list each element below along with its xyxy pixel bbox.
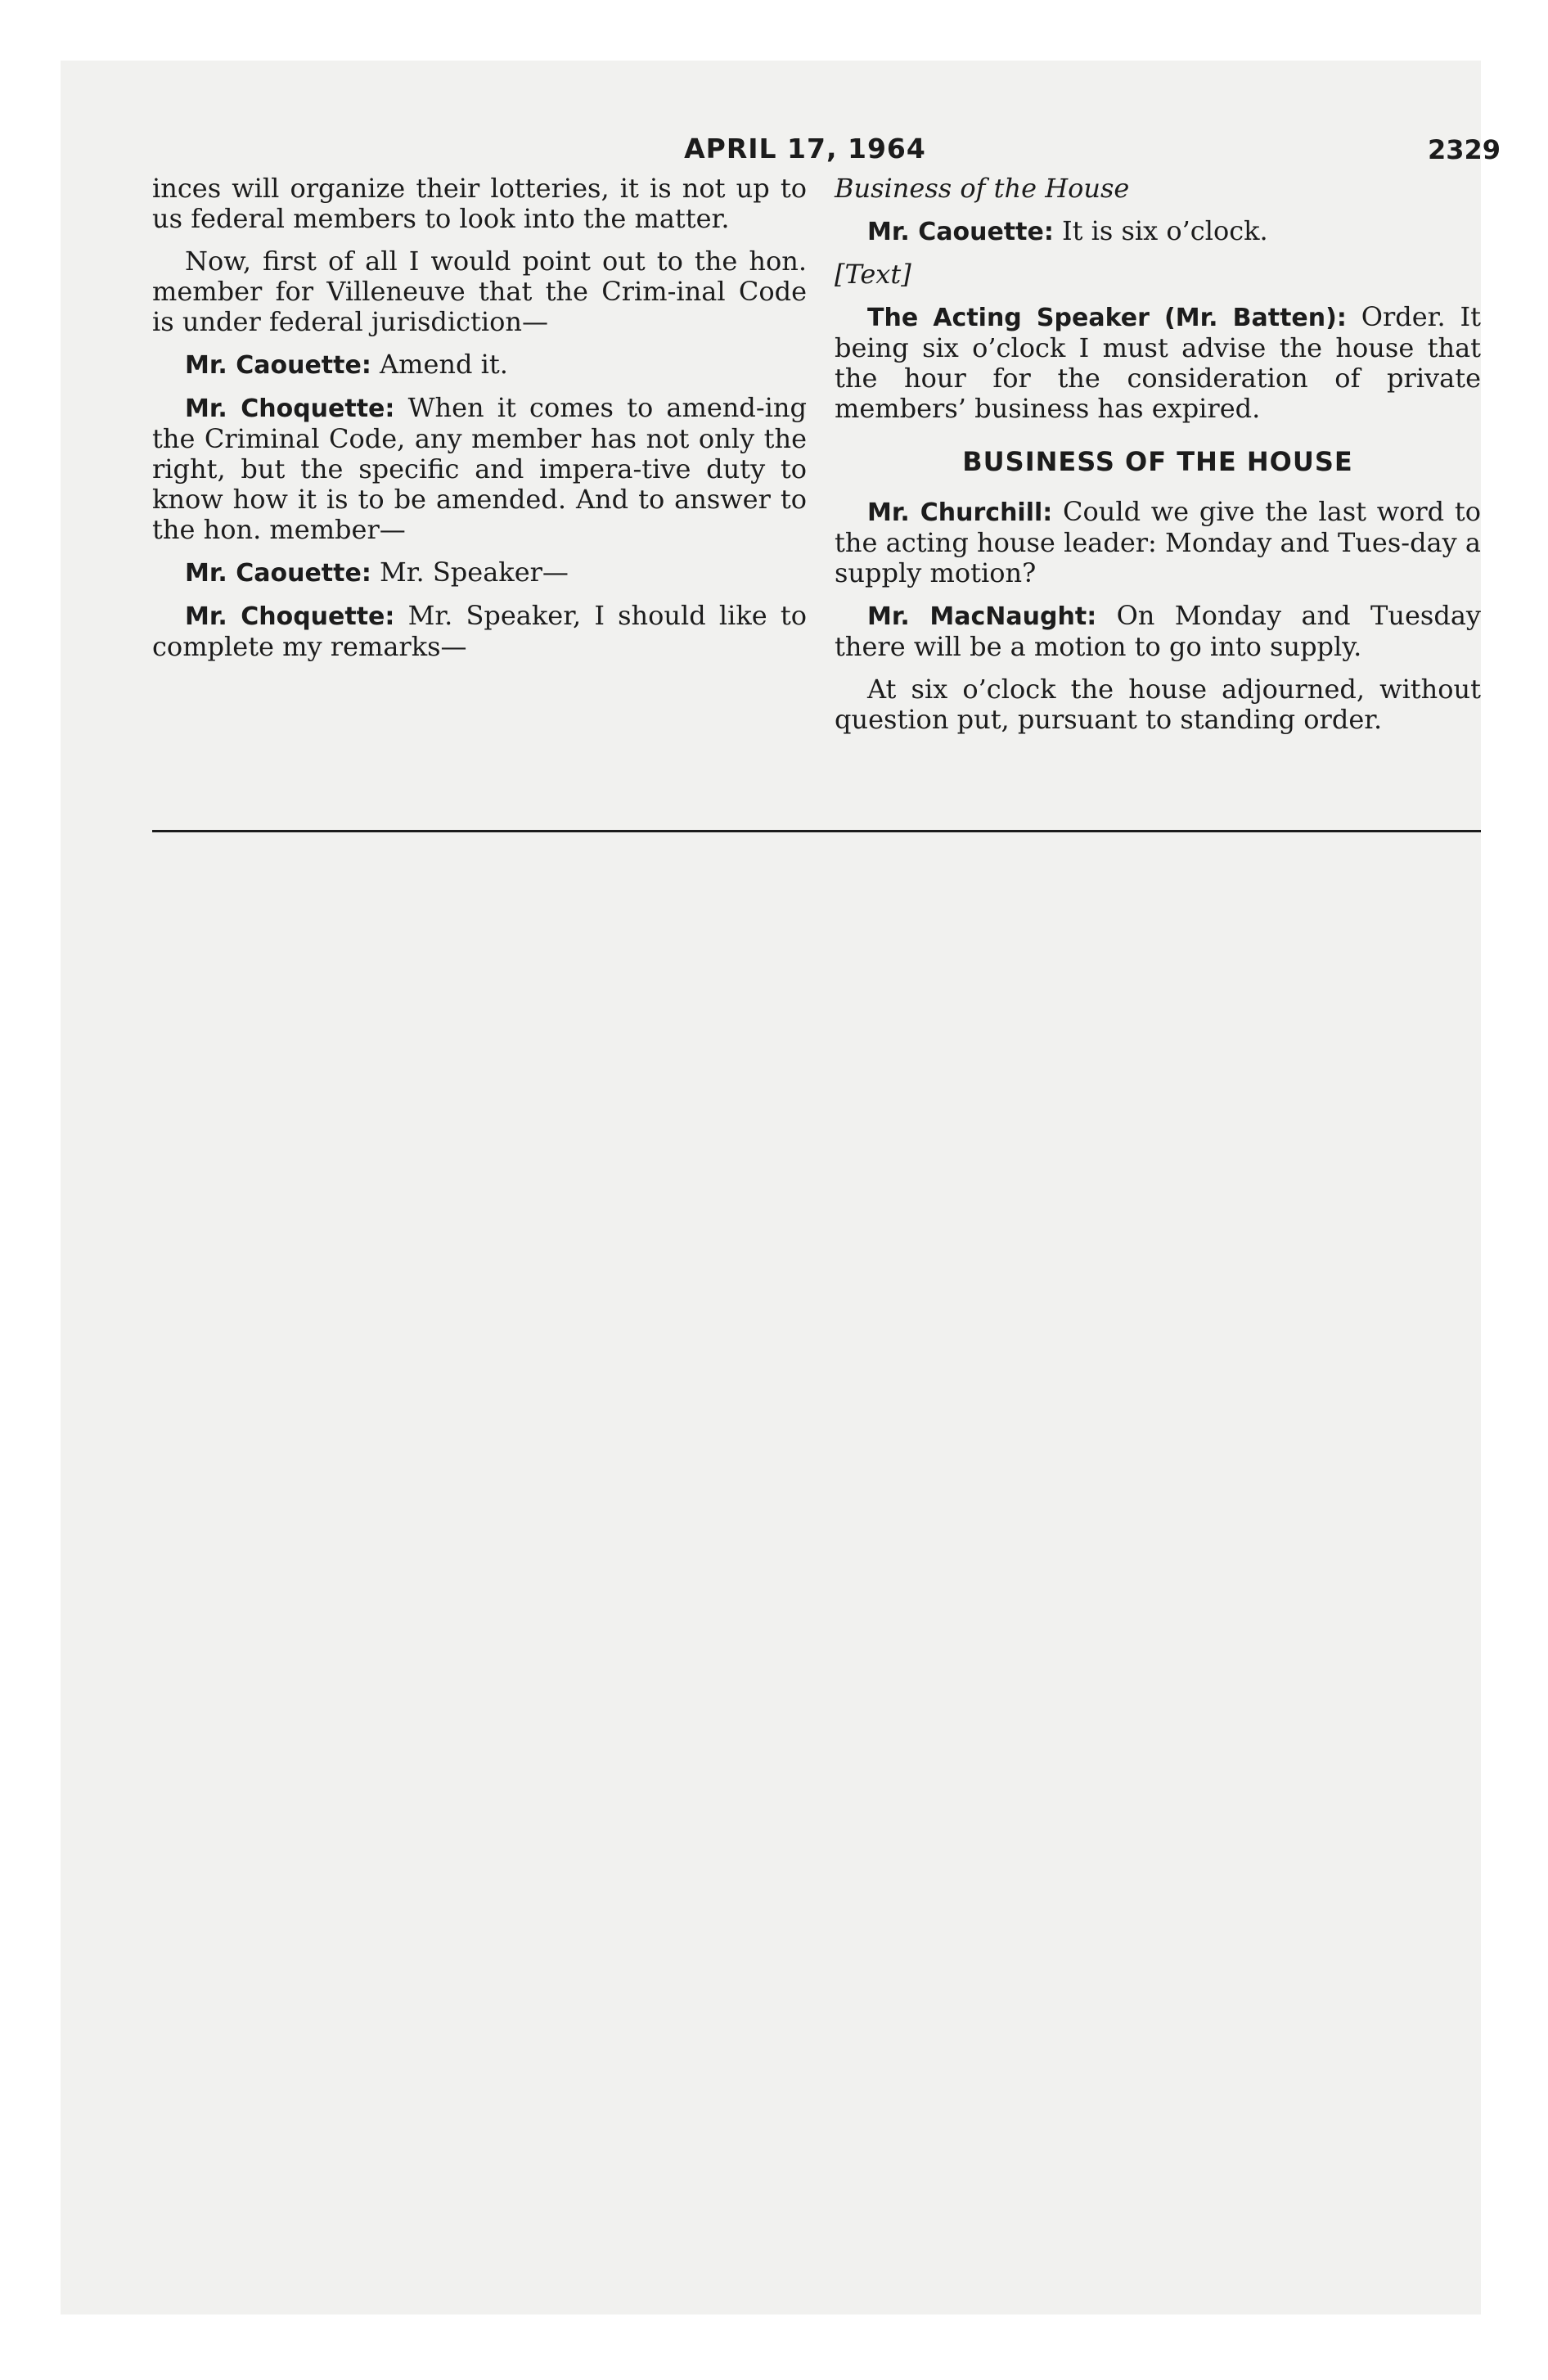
speaker-name: Mr. MacNaught:: [867, 602, 1097, 631]
speech-paragraph: [152, 349, 807, 381]
speech-text: Mr. Speaker—: [371, 557, 569, 588]
speaker-name: Mr. Choquette:: [185, 394, 395, 423]
speech-text: Amend it.: [371, 349, 508, 380]
speech-paragraph: [152, 393, 807, 545]
speech-paragraph: [835, 216, 1481, 247]
speech-text: When it comes to amend-ing the Criminal Code, any member has not only the right, but the specific and impera-tive duty to know how it is to be amended. And to answer to the hon. member—: [152, 392, 808, 545]
paragraph: Now, first of all I would point out to the hon. member for Villeneuve that the Crim-inal Code is under federal jurisdiction—: [152, 246, 807, 337]
page-sheet: [61, 61, 1501, 2315]
speech-paragraph: [152, 601, 807, 662]
page-number: 2329: [1427, 134, 1501, 165]
speaker-name: Mr. Caouette:: [185, 559, 371, 588]
left-column: [152, 174, 807, 674]
speech-paragraph: [835, 601, 1481, 662]
running-head: Business of the House: [835, 173, 1130, 204]
speech-text: Could we give the last word to the acting house leader: Monday and Tues-day a supply motion?: [835, 496, 1482, 588]
speaker-name: Mr. Choquette:: [185, 602, 395, 631]
section-title: BUSINESS OF THE HOUSE: [962, 446, 1353, 477]
speaker-name: Mr. Caouette:: [185, 351, 371, 380]
text-tag: [Text]: [835, 259, 911, 290]
speech-text: On Monday and Tuesday there will be a motion to go into supply.: [835, 600, 1481, 662]
paragraph: inces will organize their lotteries, it is not up to us federal members to look into the matter.: [152, 173, 807, 234]
speech-text: Mr. Speaker, I should like to complete my remarks—: [152, 600, 808, 662]
speaker-name: Mr. Caouette:: [867, 218, 1054, 246]
paragraph: At six o’clock the house adjourned, without question put, pursuant to standing order.: [835, 674, 1481, 735]
speech-text: It is six o’clock.: [1053, 215, 1268, 246]
speech-paragraph: [835, 302, 1481, 424]
horizontal-rule: [152, 830, 1481, 832]
speaker-name: The Acting Speaker (Mr. Batten):: [867, 304, 1347, 332]
speech-paragraph: [152, 557, 807, 588]
speaker-name: Mr. Churchill:: [867, 498, 1053, 527]
speech-paragraph: [835, 497, 1481, 588]
page-date: APRIL 17, 1964: [684, 133, 926, 165]
speech-text: Order. It being six o’clock I must advise the house that the hour for the consideration of private members’ business has expired.: [835, 301, 1482, 424]
right-column: [835, 174, 1481, 747]
